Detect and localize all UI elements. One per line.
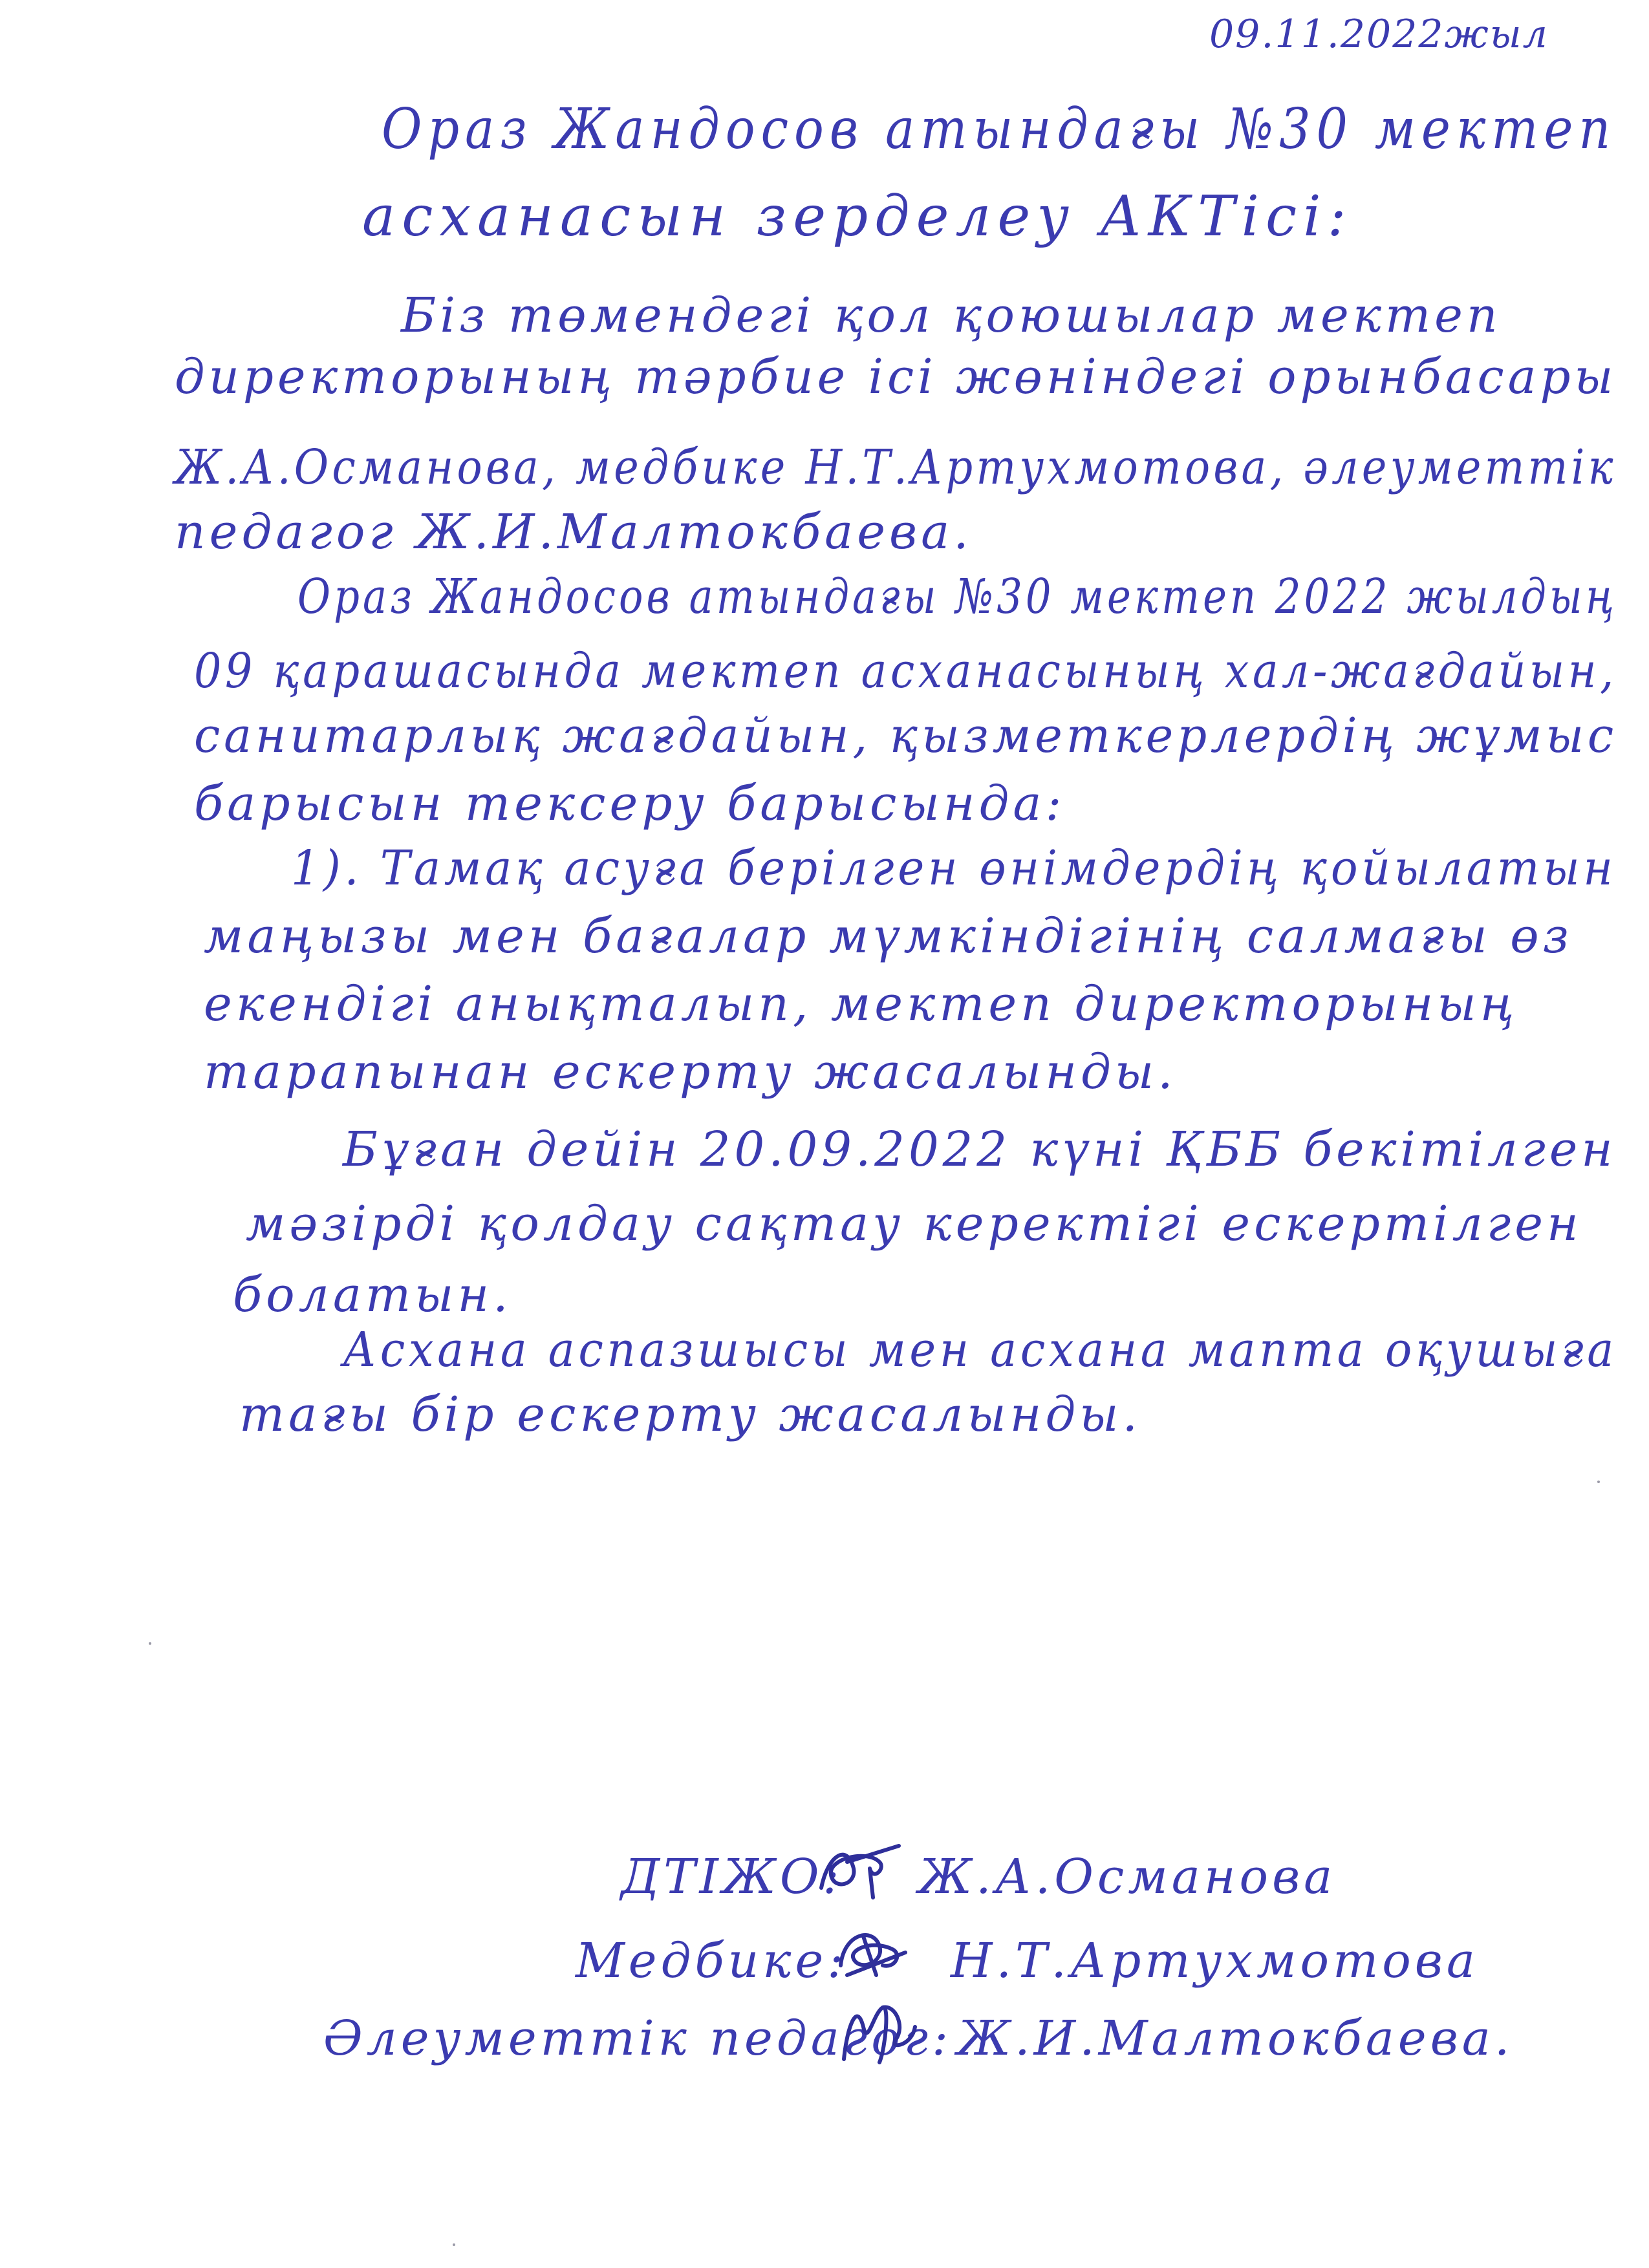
body-line: Біз төмендегі қол қоюшылар мектеп [401, 288, 1502, 343]
signature-role-3: Әлеуметтік педагог: [323, 2011, 953, 2066]
document-date: 09.11.2022жыл [1209, 12, 1549, 57]
body-line: маңызы мен бағалар мүмкіндігінің салмағы өз [204, 908, 1573, 964]
scan-speck [453, 2243, 455, 2246]
title-line-1: Ораз Жандосов атындағы №30 мектеп [382, 97, 1617, 162]
body-line: Бұған дейін 20.09.2022 күні ҚББ бекітілген [343, 1122, 1617, 1177]
body-line: Ораз Жандосов атындағы №30 мектеп 2022 жылдың [297, 569, 1618, 625]
title-line-2: асханасын зерделеу АКТісі: [362, 184, 1353, 249]
signature-scribble-3 [834, 1988, 925, 2072]
body-line: тағы бір ескерту жасалынды. [239, 1387, 1142, 1442]
signature-scribble-1 [808, 1830, 905, 1907]
signature-scribble-2 [828, 1914, 918, 1985]
body-line: екендігі анықталып, мектеп директорының [204, 976, 1518, 1032]
signature-name-2: Н.Т.Артухмотова [951, 1933, 1479, 1989]
body-line: мәзірді қолдау сақтау керектігі ескертілген [246, 1196, 1582, 1252]
body-line: санитарлық жағдайын, қызметкерлердің жұмыс [194, 708, 1618, 764]
signature-role-2: Медбике: [576, 1933, 848, 1989]
body-line: Асхана аспазшысы мен асхана мапта оқушыға [343, 1322, 1617, 1378]
body-line: 09 қарашасында мектеп асханасының хал-жағдайын, [194, 643, 1617, 699]
scan-speck [1597, 1481, 1600, 1483]
signature-role-1: ДТІЖО: [621, 1849, 843, 1905]
body-line: педагог Ж.И.Малтокбаева. [175, 504, 973, 560]
signature-name-3: Ж.И.Малтокбаева. [957, 2011, 1514, 2066]
body-line: директорының тәрбие ісі жөніндегі орынбасары [175, 349, 1617, 405]
body-line: барысын тексеру барысында: [194, 776, 1066, 831]
scan-speck [149, 1642, 151, 1645]
body-line: болатын. [233, 1267, 512, 1323]
body-line: тарапынан ескерту жасалынды. [204, 1044, 1177, 1100]
body-line: 1). Тамақ асуға берілген өнімдердің қойылатын [291, 840, 1617, 896]
body-line: Ж.А.Османова, медбике Н.Т.Артухмотова, әлеуметтік [175, 440, 1617, 495]
signature-name-1: Ж.А.Османова [918, 1849, 1337, 1905]
